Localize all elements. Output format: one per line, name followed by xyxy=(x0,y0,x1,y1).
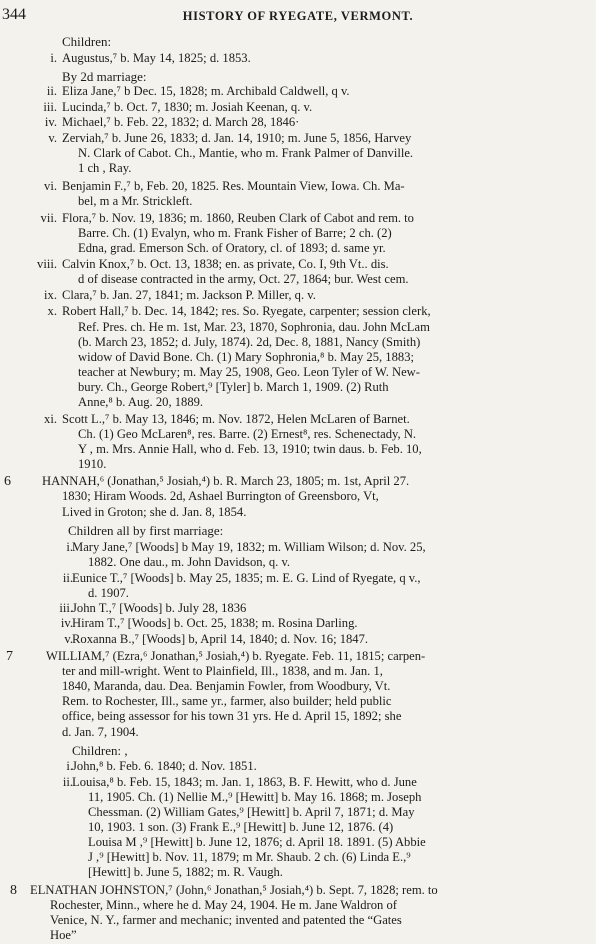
roman-numeral: iii. xyxy=(59,601,73,615)
text-line: Ref. Pres. ch. He m. 1st, Mar. 23, 1870, Sophronia, dau. John McLam xyxy=(78,320,430,334)
roman-numeral: ii. xyxy=(62,571,73,585)
roman-numeral: x. xyxy=(47,304,57,318)
roman-numeral: ii. xyxy=(62,775,73,789)
roman-numeral: iv. xyxy=(44,115,57,129)
text-line: 11, 1905. Ch. (1) Nellie M.,⁹ [Hewitt] b. May 16. 1868; m. Joseph xyxy=(88,790,422,804)
text-line: Rochester, Minn., where he d. May 24, 1904. He m. Jane Waldron of xyxy=(50,898,397,912)
text-line: Edna, grad. Emerson Sch. of Oratory, cl. of 1893; d. same yr. xyxy=(78,241,386,255)
text-line: Rem. to Rochester, Ill., same yr., farmer, also builder; held public xyxy=(62,694,392,708)
roman-numeral: i. xyxy=(66,759,73,773)
roman-numeral: iii. xyxy=(43,100,57,114)
text-line: WILLIAM,⁷ (Ezra,⁶ Jonathan,⁵ Josiah,⁴) b. Ryegate. Feb. 11, 1815; carpen- xyxy=(46,649,426,663)
entry-number: 7 xyxy=(6,649,13,664)
text-line: 1840, Maranda, dau. Dea. Benjamin Fowler, from Woodbury, Vt. xyxy=(62,679,391,693)
text-line: Louisa,⁸ b. Feb. 15, 1843; m. Jan. 1, 1863, B. F. Hewitt, who d. June xyxy=(72,775,417,789)
roman-numeral: i. xyxy=(66,540,73,554)
children-heading: Children: , xyxy=(72,743,128,758)
roman-numeral: vii. xyxy=(40,211,57,225)
text-line: 1830; Hiram Woods. 2d, Ashael Burrington of Greensboro, Vt, xyxy=(62,489,379,503)
text-line: Clara,⁷ b. Jan. 27, 1841; m. Jackson P. Miller, q. v. xyxy=(62,288,316,302)
text-line: (b. March 23, 1852; d. July, 1874). 2d, Dec. 8, 1881, Nancy (Smith) xyxy=(78,335,421,349)
children-heading: Children: xyxy=(62,34,112,49)
text-line: bel, m a Mr. Strickleft. xyxy=(78,194,193,208)
text-line: d of disease contracted in the army, Oct. 27, 1864; bur. West cem. xyxy=(78,272,409,286)
text-line: ELNATHAN JOHNSTON,⁷ (John,⁶ Jonathan,⁵ Josiah,⁴) b. Sept. 7, 1828; rem. to xyxy=(30,883,438,897)
text-line: Zerviah,⁷ b. June 26, 1833; d. Jan. 14, 1910; m. June 5, 1856, Harvey xyxy=(62,131,412,145)
text-line: widow of David Bone. Ch. (1) Mary Sophronia,⁸ b. May 25, 1883; xyxy=(78,350,414,364)
text-line: HANNAH,⁶ (Jonathan,⁵ Josiah,⁴) b. R. March 23, 1805; m. 1st, April 27. xyxy=(42,474,410,488)
page-number: 344 xyxy=(2,6,26,23)
text-line: Chessman. (2) William Gates,⁹ [Hewitt] b. April 7, 1871; d. May xyxy=(88,805,415,819)
text-line: Lucinda,⁷ b. Oct. 7, 1830; m. Josiah Keenan, q. v. xyxy=(62,100,313,114)
text-line: John T.,⁷ [Woods] b. July 28, 1836 xyxy=(72,601,247,615)
text-line: Eliza Jane,⁷ b Dec. 15, 1828; m. Archibald Caldwell, q v. xyxy=(62,84,350,98)
text-line: Robert Hall,⁷ b. Dec. 14, 1842; res. So. Ryegate, carpenter; session clerk, xyxy=(62,304,431,318)
text-line: d. Jan. 7, 1904. xyxy=(62,725,139,739)
text-line: [Hewitt] b. June 5, 1882; m. R. Vaugh. xyxy=(88,865,283,879)
text-line: teacher at Newbury; m. May 25, 1908, Geo. Leon Tyler of W. New- xyxy=(78,365,420,379)
text-line: Lived in Groton; she d. Jan. 8, 1854. xyxy=(62,505,247,519)
text-line: Ch. (1) Geo McLaren⁸, res. Barre. (2) Ernest⁸, res. Schenectady, N. xyxy=(78,427,417,441)
text-line: Roxanna B.,⁷ [Woods] b, April 14, 1840; d. Nov. 16; 1847. xyxy=(72,632,369,646)
roman-numeral: xi. xyxy=(44,412,57,426)
text-line: 1882. One dau., m. John Davidson, q. v. xyxy=(88,555,291,569)
roman-numeral: viii. xyxy=(37,257,57,271)
roman-numeral: v. xyxy=(64,632,73,646)
text-line: office, being assessor for his town 31 yrs. He d. April 15, 1892; she xyxy=(62,709,402,723)
text-line: Eunice T.,⁷ [Woods] b. May 25, 1835; m. E. G. Lind of Ryegate, q v., xyxy=(72,571,421,585)
text-line: Michael,⁷ b. Feb. 22, 1832; d. March 28, 1846· xyxy=(62,115,300,129)
text-line: Barre. Ch. (1) Evalyn, who m. Frank Fisher of Barre; 2 ch. (2) xyxy=(78,226,392,240)
text-line: ter and mill-wright. Went to Plainfield, Ill., 1838, and m. Jan. 1, xyxy=(62,664,383,678)
text-line: 1 ch , Ray. xyxy=(78,161,132,175)
text-line: 10, 1903. 1 son. (3) Frank E.,⁹ [Hewitt] b. June 12, 1876. (4) xyxy=(88,820,394,834)
text-line: 1910. xyxy=(78,457,107,471)
text-line: bury. Ch., George Robert,⁹ [Tyler] b. March 1, 1909. (2) Ruth xyxy=(78,380,389,394)
text-line: Venice, N. Y., farmer and mechanic; invented and patented the “Gates xyxy=(50,913,402,927)
text-line: Flora,⁷ b. Nov. 19, 1836; m. 1860, Reuben Clark of Cabot and rem. to xyxy=(62,211,414,225)
text-line: Hoe” xyxy=(50,928,77,942)
text-line: Scott L.,⁷ b. May 13, 1846; m. Nov. 1872, Helen McLaren of Barnet. xyxy=(62,412,410,426)
children-heading: Children all by first marriage: xyxy=(68,523,224,538)
roman-numeral: ix. xyxy=(44,288,57,302)
text-line: Hiram T.,⁷ [Woods] b. Oct. 25, 1838; m. Rosina Darling. xyxy=(72,616,358,630)
text-line: d. 1907. xyxy=(88,586,129,600)
text-line: Calvin Knox,⁷ b. Oct. 13, 1838; en. as private, Co. I, 9th Vt.. dis. xyxy=(62,257,389,271)
text-line: John,⁸ b. Feb. 6. 1840; d. Nov. 1851. xyxy=(72,759,257,773)
text-line: Y , m. Mrs. Annie Hall, who d. Feb. 13, 1910; twin daus. b. Feb. 10, xyxy=(78,442,422,456)
roman-numeral: v. xyxy=(48,131,57,145)
text-line: N. Clark of Cabot. Ch., Mantie, who m. Frank Palmer of Danville. xyxy=(78,146,414,160)
entry-number: 8 xyxy=(10,883,17,898)
page-header xyxy=(0,4,596,26)
children-heading: By 2d marriage: xyxy=(62,69,147,84)
roman-numeral: i. xyxy=(50,51,57,65)
roman-numeral: iv. xyxy=(60,616,73,630)
roman-numeral: vi. xyxy=(44,179,57,193)
text-line: Benjamin F.,⁷ b, Feb. 20, 1825. Res. Mountain View, Iowa. Ch. Ma- xyxy=(62,179,405,193)
running-title: HISTORY OF RYEGATE, VERMONT. xyxy=(182,9,414,23)
text-line: Augustus,⁷ b. May 14, 1825; d. 1853. xyxy=(62,51,251,65)
entry-number: 6 xyxy=(4,474,11,489)
text-line: Mary Jane,⁷ [Woods] b May 19, 1832; m. William Wilson; d. Nov. 25, xyxy=(72,540,426,554)
text-line: Louisa M ,⁹ [Hewitt] b. June 12, 1876; d. April 18. 1891. (5) Abbie xyxy=(88,835,426,849)
roman-numeral: ii. xyxy=(46,84,57,98)
text-line: Anne,⁸ b. Aug. 20, 1889. xyxy=(78,395,204,409)
text-line: J ,⁹ [Hewitt] b. Nov. 11, 1879; m Mr. Shaub. 2 ch. (6) Linda E.,⁹ xyxy=(88,850,411,864)
